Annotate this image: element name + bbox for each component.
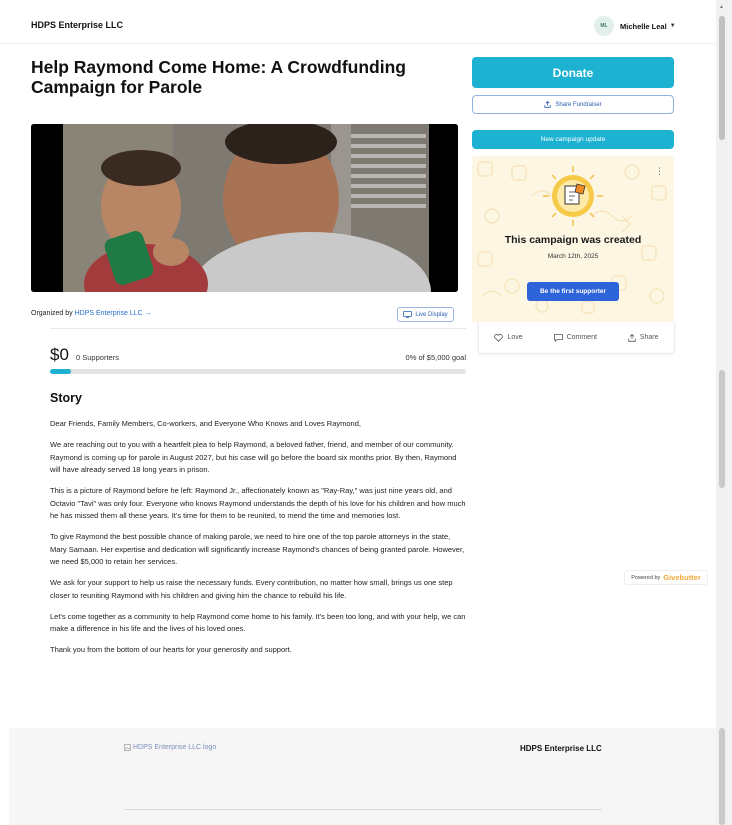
comment-button[interactable]	[554, 334, 597, 342]
supporters-count: 0 Supporters	[76, 353, 119, 362]
new-campaign-update-button[interactable]: New campaign update	[472, 130, 674, 149]
user-menu[interactable]	[594, 16, 676, 36]
love-label: Love	[507, 334, 523, 341]
progress-fill	[50, 369, 71, 374]
organizer-link[interactable]: HDPS Enterprise LLC →	[74, 310, 152, 317]
organized-by-label: Organized by	[31, 310, 73, 317]
footer-logo	[124, 744, 216, 751]
avatar: ML	[594, 16, 614, 36]
story-paragraph: Let's come together as a community to help Raymond come home to his family. It's been too long, and with your help, we can make a difference in his life and the lives of his loved ones.	[50, 611, 466, 633]
page-title: Help Raymond Come Home: A Crowdfunding Campaign for Parole	[31, 57, 406, 97]
card-title: This campaign was created	[504, 234, 642, 246]
story-paragraph: To give Raymond the best possible chance of making parole, we need to hire one of the top parole attorneys in the state, Mary Samaan. Her expertise and dedication will significantly increase Raymond's chances of being granted parole. However, we need $5,000 to retain her services.	[50, 532, 465, 566]
scrollbar-thumb[interactable]	[719, 16, 725, 140]
raised-amount: $0	[50, 345, 69, 364]
share-icon	[628, 334, 636, 342]
top-bar	[0, 0, 716, 44]
comment-label: Comment	[566, 334, 597, 341]
givebutter-logo: Givebutter	[663, 573, 701, 582]
powered-by-badge[interactable]	[624, 570, 708, 585]
live-display-button[interactable]	[397, 307, 454, 322]
share-label: Share	[639, 334, 659, 341]
story-paragraph: Dear Friends, Family Members, Co-workers, and Everyone Who Knows and Loves Raymond,	[50, 419, 361, 428]
scroll-up-icon[interactable]: ▲	[719, 4, 724, 10]
monitor-icon	[403, 311, 412, 318]
upload-share-icon	[544, 101, 551, 108]
chevron-down-icon: ▼	[669, 23, 676, 29]
user-name: Michelle Leal	[620, 21, 667, 31]
share-fundraiser-label: Share Fundraiser	[555, 101, 602, 108]
story-heading: Story	[50, 391, 82, 405]
broken-image-icon	[124, 744, 131, 751]
story-paragraph: We ask for your support to help us raise the necessary funds. Every contribution, no matter how small, brings us one step closer to reuniting Raymond with his children and giving him the chance to rebuild his life.	[50, 578, 453, 600]
comment-icon	[554, 334, 563, 342]
card-date: March 12th, 2025	[547, 253, 599, 260]
footer-org-name: HDPS Enterprise LLC	[520, 744, 602, 753]
divider	[50, 328, 466, 329]
story-paragraph: We are reaching out to you with a heartfelt plea to help Raymond, a beloved father, friend, and member of our community. Raymond is coming up for parole in August 2027, but his case will go before the board six months prior. By then, Raymond will have already served 18 long years in prison.	[50, 440, 457, 474]
powered-by-label: Powered by	[631, 574, 661, 581]
goal-text: 0% of $5,000 goal	[405, 353, 466, 362]
first-supporter-button[interactable]: Be the first supporter	[527, 282, 619, 301]
organizer-line	[31, 310, 152, 317]
campaign-photo	[31, 124, 458, 292]
story-paragraph: Thank you from the bottom of our hearts for your generosity and support.	[50, 645, 292, 654]
share-fundraiser-button[interactable]	[472, 95, 674, 114]
footer-divider	[124, 809, 602, 810]
share-button[interactable]	[628, 334, 659, 342]
progress-bar	[50, 369, 466, 374]
donate-button[interactable]: Donate	[472, 57, 674, 88]
live-display-label: Live Display	[415, 311, 448, 318]
more-options-icon[interactable]: ⋮	[655, 166, 664, 176]
scrollbar-segment	[719, 370, 725, 488]
card-actions	[478, 322, 675, 354]
story-paragraph: This is a picture of Raymond before he left: Raymond Jr., affectionately known as "Ray-Ray," was just nine years old, and Octavio "Tavi" was only four. Everyone who knows Raymond understands the depth of his love for his children and how much he has missed them all these years. It's time for them to be reunited, to mend the time and memories lost.	[50, 486, 466, 520]
heart-icon	[494, 334, 503, 342]
brand-name[interactable]: HDPS Enterprise LLC	[31, 20, 124, 30]
footer	[9, 728, 716, 825]
story-body	[50, 418, 468, 665]
love-button[interactable]	[494, 334, 522, 342]
scrollbar-segment	[719, 728, 725, 825]
footer-logo-alt: HDPS Enterprise LLC logo	[133, 744, 217, 751]
